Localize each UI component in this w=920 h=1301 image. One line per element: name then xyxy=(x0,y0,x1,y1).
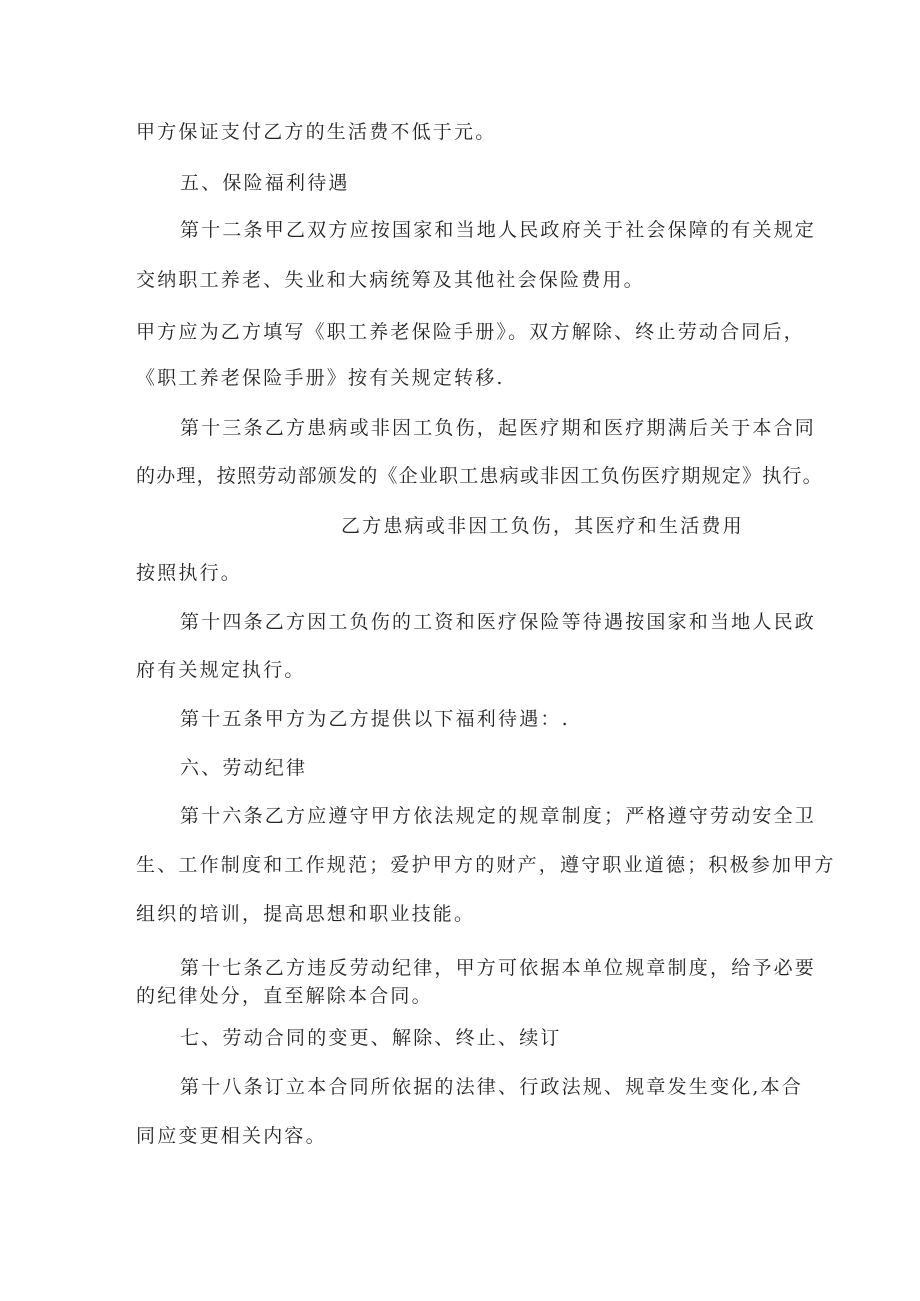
paragraph-line: 乙方患病或非因工负伤，其医疗和生活费用 xyxy=(341,515,744,537)
paragraph-line: 甲方应为乙方填写《职工养老保险手册》。双方解除、终止劳动合同后， xyxy=(136,321,805,343)
paragraph-line: 甲方保证支付乙方的生活费不低于元。 xyxy=(136,121,497,143)
article-17-line-2: 的纪律处分，直至解除本合同。 xyxy=(136,985,433,1007)
article-15: 第十五条甲方为乙方提供以下福利待遇：. xyxy=(180,708,570,730)
article-16-line-2: 生、工作制度和工作规范；爱护甲方的财产，遵守职业道德；积极参加甲方 xyxy=(136,854,836,876)
article-16-line-3: 组织的培训，提高思想和职业技能。 xyxy=(136,903,476,925)
article-18-line-2: 同应变更相关内容。 xyxy=(136,1125,327,1147)
article-17-line-1: 第十七条乙方违反劳动纪律，甲方可依据本单位规章制度，给予必要 xyxy=(180,957,817,979)
article-18-line-1: 第十八条订立本合同所依据的法律、行政法规、规章发生变化,本合 xyxy=(180,1076,804,1098)
article-14-line-1: 第十四条乙方因工负伤的工资和医疗保险等待遇按国家和当地人民政 xyxy=(180,611,817,633)
article-12-line-2: 交纳职工养老、失业和大病统筹及其他社会保险费用。 xyxy=(136,269,645,291)
section-heading-insurance-welfare: 五、保险福利待遇 xyxy=(180,172,350,194)
article-16-line-1: 第十六条乙方应遵守甲方依法规定的规章制度；严格遵守劳动安全卫 xyxy=(180,805,817,827)
paragraph-line: 《职工养老保险手册》按有关规定转移. xyxy=(136,367,505,389)
section-heading-contract-changes: 七、劳动合同的变更、解除、终止、续订 xyxy=(180,1027,562,1049)
article-12-line-1: 第十二条甲乙双方应按国家和当地人民政府关于社会保障的有关规定 xyxy=(180,219,817,241)
section-heading-labor-discipline: 六、劳动纪律 xyxy=(180,757,308,779)
article-13-line-1: 第十三条乙方患病或非因工负伤，起医疗期和医疗期满后关于本合同 xyxy=(180,417,817,439)
article-13-line-2: 的办理，按照劳动部颁发的《企业职工患病或非因工负伤医疗期规定》执行。 xyxy=(136,465,823,487)
paragraph-line: 按照执行。 xyxy=(136,562,243,584)
article-14-line-2: 府有关规定执行。 xyxy=(136,659,306,681)
